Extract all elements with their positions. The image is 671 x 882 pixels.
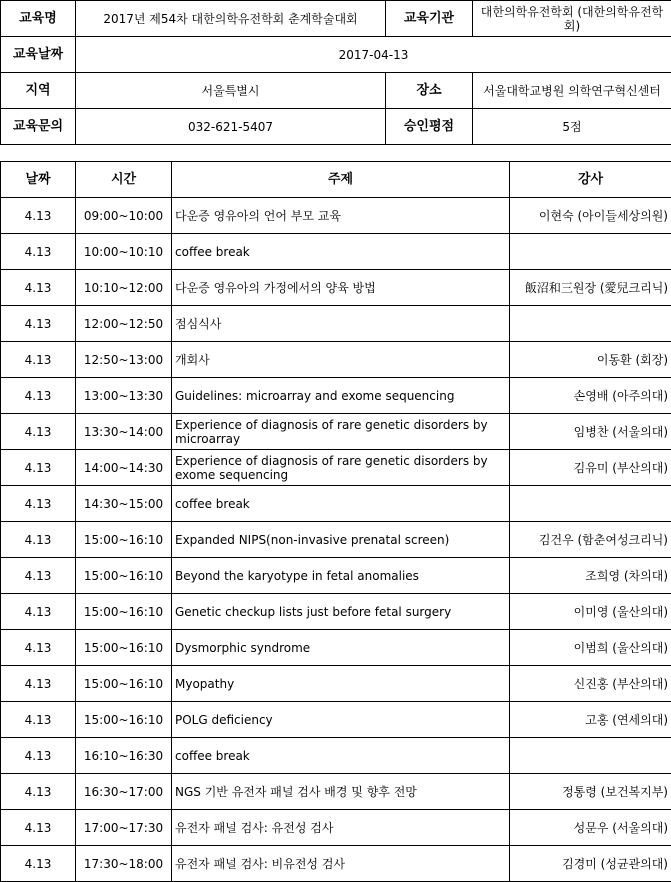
session-topic: Experience of diagnosis of rare genetic disorders by exome sequencing <box>172 450 510 486</box>
table-row <box>1 630 671 666</box>
credit-value: 5점 <box>473 109 671 145</box>
session-time: 09:00~10:00 <box>76 198 172 234</box>
session-date: 4.13 <box>1 666 76 702</box>
session-speaker: 김경미 (성균관의대) <box>510 846 671 882</box>
session-topic: Genetic checkup lists just before fetal surgery <box>172 594 510 630</box>
session-time: 14:30~15:00 <box>76 486 172 522</box>
session-speaker: 조희영 (차의대) <box>510 558 671 594</box>
session-topic: coffee break <box>172 738 510 774</box>
session-date: 4.13 <box>1 594 76 630</box>
table-row <box>1 558 671 594</box>
course-info-table <box>0 0 671 145</box>
session-time: 12:00~12:50 <box>76 306 172 342</box>
table-row <box>1 522 671 558</box>
info-row-contact <box>1 109 671 145</box>
session-topic: 개회사 <box>172 342 510 378</box>
session-topic: Myopathy <box>172 666 510 702</box>
course-name-value: 2017년 제54차 대한의학유전학회 춘계학술대회 <box>76 1 386 37</box>
institution-label: 교육기관 <box>386 1 473 37</box>
session-time: 10:00~10:10 <box>76 234 172 270</box>
session-speaker: 성문우 (서울의대) <box>510 810 671 846</box>
table-row <box>1 594 671 630</box>
session-date: 4.13 <box>1 702 76 738</box>
session-speaker: 김유미 (부산의대) <box>510 450 671 486</box>
table-row <box>1 270 671 306</box>
table-row <box>1 414 671 450</box>
session-time: 15:00~16:10 <box>76 702 172 738</box>
session-speaker: 신진홍 (부산의대) <box>510 666 671 702</box>
session-date: 4.13 <box>1 810 76 846</box>
course-date-label: 교육날짜 <box>1 37 76 73</box>
session-date: 4.13 <box>1 342 76 378</box>
place-value: 서울대학교병원 의학연구혁신센터 <box>473 73 671 109</box>
session-time: 16:30~17:00 <box>76 774 172 810</box>
credit-label: 승인평점 <box>386 109 473 145</box>
table-row <box>1 810 671 846</box>
session-topic: 다운증 영유아의 가정에서의 양육 방법 <box>172 270 510 306</box>
session-date: 4.13 <box>1 450 76 486</box>
schedule-table <box>0 161 671 882</box>
session-topic: Expanded NIPS(non-invasive prenatal screen) <box>172 522 510 558</box>
session-time: 13:00~13:30 <box>76 378 172 414</box>
session-time: 16:10~16:30 <box>76 738 172 774</box>
speaker-column-header: 강사 <box>510 162 671 198</box>
table-row <box>1 198 671 234</box>
date-column-header: 날짜 <box>1 162 76 198</box>
session-speaker: 김건우 (함춘여성크리닉) <box>510 522 671 558</box>
region-value: 서울특별시 <box>76 73 386 109</box>
place-label: 장소 <box>386 73 473 109</box>
table-row <box>1 846 671 882</box>
session-date: 4.13 <box>1 306 76 342</box>
table-spacer <box>0 145 671 161</box>
session-time: 15:00~16:10 <box>76 594 172 630</box>
topic-column-header: 주제 <box>172 162 510 198</box>
session-speaker: 飯沼和三원장 (愛兒크리닉) <box>510 270 671 306</box>
session-topic: coffee break <box>172 486 510 522</box>
info-row-name <box>1 1 671 37</box>
contact-value: 032-621-5407 <box>76 109 386 145</box>
table-row <box>1 486 671 522</box>
session-speaker: 이범희 (울산의대) <box>510 630 671 666</box>
session-time: 14:00~14:30 <box>76 450 172 486</box>
contact-label: 교육문의 <box>1 109 76 145</box>
table-row <box>1 378 671 414</box>
session-speaker <box>510 306 671 342</box>
session-time: 12:50~13:00 <box>76 342 172 378</box>
session-topic: NGS 기반 유전자 패널 검사 배경 및 향후 전망 <box>172 774 510 810</box>
session-time: 17:00~17:30 <box>76 810 172 846</box>
time-column-header: 시간 <box>76 162 172 198</box>
table-row <box>1 342 671 378</box>
session-date: 4.13 <box>1 522 76 558</box>
info-row-region <box>1 73 671 109</box>
table-row <box>1 450 671 486</box>
session-speaker: 이미영 (울산의대) <box>510 594 671 630</box>
session-speaker <box>510 234 671 270</box>
session-topic: POLG deficiency <box>172 702 510 738</box>
session-time: 13:30~14:00 <box>76 414 172 450</box>
session-date: 4.13 <box>1 270 76 306</box>
session-time: 10:10~12:00 <box>76 270 172 306</box>
session-date: 4.13 <box>1 378 76 414</box>
schedule-header-row <box>1 162 671 198</box>
session-speaker: 임병찬 (서울의대) <box>510 414 671 450</box>
session-date: 4.13 <box>1 630 76 666</box>
session-date: 4.13 <box>1 738 76 774</box>
session-topic: 유전자 패널 검사: 비유전성 검사 <box>172 846 510 882</box>
region-label: 지역 <box>1 73 76 109</box>
session-topic: 다운증 영유아의 언어 부모 교육 <box>172 198 510 234</box>
session-date: 4.13 <box>1 558 76 594</box>
table-row <box>1 666 671 702</box>
session-topic: Beyond the karyotype in fetal anomalies <box>172 558 510 594</box>
session-date: 4.13 <box>1 234 76 270</box>
session-date: 4.13 <box>1 774 76 810</box>
table-row <box>1 702 671 738</box>
course-name-label: 교육명 <box>1 1 76 37</box>
session-topic: 점심식사 <box>172 306 510 342</box>
session-time: 15:00~16:10 <box>76 630 172 666</box>
institution-value: 대한의학유전학회 (대한의학유전학회) <box>473 1 671 37</box>
session-speaker: 손영배 (아주의대) <box>510 378 671 414</box>
session-date: 4.13 <box>1 486 76 522</box>
info-row-date <box>1 37 671 73</box>
table-row <box>1 774 671 810</box>
session-speaker: 이동환 (회장) <box>510 342 671 378</box>
session-time: 17:30~18:00 <box>76 846 172 882</box>
table-row <box>1 306 671 342</box>
session-speaker: 고홍 (연세의대) <box>510 702 671 738</box>
session-speaker <box>510 486 671 522</box>
table-row <box>1 738 671 774</box>
session-topic: Experience of diagnosis of rare genetic disorders by microarray <box>172 414 510 450</box>
session-time: 15:00~16:10 <box>76 558 172 594</box>
session-topic: Guidelines: microarray and exome sequencing <box>172 378 510 414</box>
session-topic: coffee break <box>172 234 510 270</box>
session-speaker <box>510 738 671 774</box>
session-date: 4.13 <box>1 846 76 882</box>
session-topic: Dysmorphic syndrome <box>172 630 510 666</box>
session-date: 4.13 <box>1 198 76 234</box>
session-date: 4.13 <box>1 414 76 450</box>
session-speaker: 이현숙 (아이들세상의원) <box>510 198 671 234</box>
session-time: 15:00~16:10 <box>76 666 172 702</box>
session-time: 15:00~16:10 <box>76 522 172 558</box>
session-topic: 유전자 패널 검사: 유전성 검사 <box>172 810 510 846</box>
table-row <box>1 234 671 270</box>
schedule-body <box>1 198 671 882</box>
course-date-value: 2017-04-13 <box>76 37 671 73</box>
session-speaker: 정통령 (보건복지부) <box>510 774 671 810</box>
